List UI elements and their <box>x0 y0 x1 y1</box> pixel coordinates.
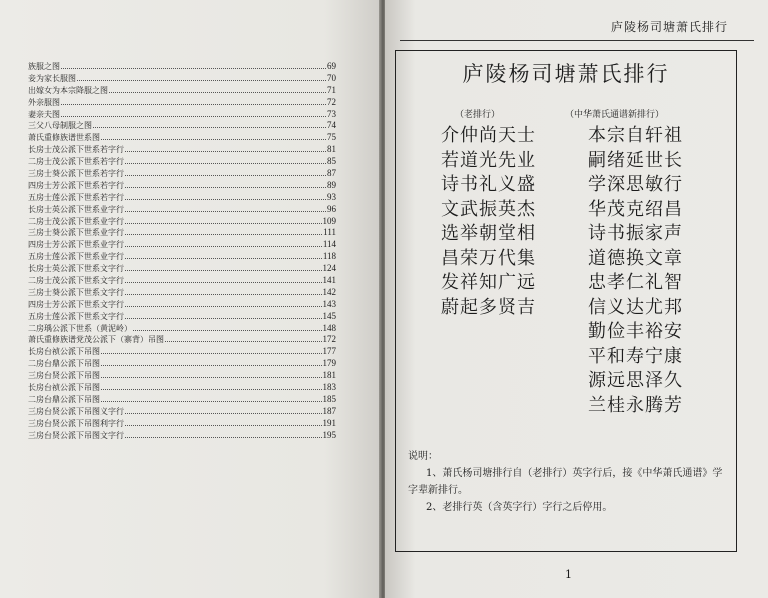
toc-entry <box>28 381 336 393</box>
toc-entry-page: 143 <box>322 298 336 309</box>
toc-entry-page: 179 <box>322 358 336 369</box>
old-generation-line: 蔚起多贤吉 <box>441 296 536 318</box>
old-generation-line: 文武振英杰 <box>441 198 536 220</box>
old-generation-column <box>441 124 536 320</box>
toc-leader-dots <box>125 274 322 283</box>
running-head: 庐陵杨司塘萧氏排行 <box>610 20 728 34</box>
toc-entry-title: 五房士莲公派下世系若字行 <box>28 192 124 202</box>
toc-entry-page: 181 <box>322 370 336 381</box>
toc-entry-title: 四房士芳公派下世系文字行 <box>28 299 124 309</box>
toc-entry <box>28 96 336 108</box>
toc-entry <box>28 274 336 286</box>
new-generation-line: 信义达尤邦 <box>588 296 683 318</box>
toc-entry-page: 114 <box>322 239 336 250</box>
toc-entry <box>28 131 336 143</box>
toc-entry-title: 三房士葵公派下世系业字行 <box>28 228 124 238</box>
toc-leader-dots <box>61 108 326 117</box>
new-generation-line: 本宗自轩祖 <box>588 125 683 146</box>
new-generation-column <box>588 124 683 418</box>
toc-entry <box>28 298 336 310</box>
toc-entry-page: 74 <box>327 120 336 131</box>
toc-leader-dots <box>125 310 322 319</box>
toc-entry <box>28 60 336 72</box>
toc-leader-dots <box>125 405 322 414</box>
toc-entry-title: 二房瑀公派下世系（黄泥岭） <box>28 323 132 333</box>
toc-leader-dots <box>125 226 322 235</box>
toc-leader-dots <box>125 238 322 247</box>
toc-entry-title: 四房士芳公派下世系若字行 <box>28 180 124 190</box>
toc-entry-page: 142 <box>322 286 336 297</box>
new-generation-line: 平和寿宁康 <box>588 345 683 367</box>
toc-entry-title: 妻亲夫图 <box>28 109 60 119</box>
toc-entry-title: 三房台贤公派下吊图利字行 <box>28 418 124 428</box>
toc-leader-dots <box>125 215 322 224</box>
toc-entry <box>28 84 336 96</box>
toc-leader-dots <box>61 60 326 69</box>
toc-entry-title: 出嫁女为本宗降服之图 <box>28 85 108 95</box>
new-generation-line: 诗书振家声 <box>588 223 683 244</box>
toc-leader-dots <box>133 322 322 331</box>
toc-entry-page: 183 <box>322 382 336 393</box>
toc-entry <box>28 333 336 345</box>
toc-entry-page: 69 <box>327 61 336 71</box>
toc-entry-page: 148 <box>322 322 336 333</box>
toc-leader-dots <box>125 203 326 212</box>
old-generation-line: 若道光先业 <box>441 149 536 171</box>
page-title: 庐陵杨司塘萧氏排行 <box>462 62 670 86</box>
toc-leader-dots <box>125 250 322 259</box>
toc-entry-page: 87 <box>327 168 336 179</box>
toc-entry-page: 111 <box>323 227 336 238</box>
toc-leader-dots <box>165 333 322 342</box>
toc-entry <box>28 345 336 357</box>
toc-entry-page: 141 <box>322 275 336 286</box>
toc-entry <box>28 250 336 262</box>
toc-entry-page: 177 <box>322 346 336 357</box>
toc-entry-title: 萧氏重修族谱党茂公派下（寨背）吊图 <box>28 335 164 345</box>
toc-entry-title: 三房台贤公派下吊图 <box>28 371 100 381</box>
toc-entry-title: 三房士葵公派下世系文字行 <box>28 287 124 297</box>
toc-leader-dots <box>125 262 322 271</box>
toc-entry <box>28 429 336 441</box>
header-rule <box>400 40 754 41</box>
toc-leader-dots <box>125 155 326 164</box>
toc-entry <box>28 405 336 417</box>
toc-leader-dots <box>61 96 326 105</box>
toc-entry-page: 145 <box>322 310 336 321</box>
old-generation-line: 介仲尚天士 <box>441 125 536 146</box>
toc-entry <box>28 155 336 167</box>
toc-entry <box>28 393 336 405</box>
toc-entry <box>28 238 336 250</box>
toc-entry <box>28 72 336 84</box>
old-generation-line: 选举朝堂相 <box>441 223 536 244</box>
note-item: 2、老排行英（含英字行）字行之后停用。 <box>426 502 613 513</box>
toc-entry-page: 93 <box>327 191 336 202</box>
toc-leader-dots <box>125 143 326 152</box>
toc-leader-dots <box>125 167 326 176</box>
toc-entry-page: 96 <box>327 203 336 214</box>
toc-entry-title: 二房士茂公派下世系文字行 <box>28 276 124 286</box>
table-of-contents <box>28 60 336 441</box>
toc-leader-dots <box>125 191 326 200</box>
toc-entry-title: 三房士葵公派下世系若字行 <box>28 169 124 179</box>
toc-entry <box>28 203 336 215</box>
toc-leader-dots <box>125 429 322 438</box>
toc-entry <box>28 167 336 179</box>
toc-entry-title: 三房台贤公派下吊图文字行 <box>28 430 124 440</box>
toc-entry-page: 81 <box>327 144 336 155</box>
toc-entry-title: 二房台鼎公派下吊图 <box>28 359 100 369</box>
toc-entry <box>28 191 336 203</box>
toc-entry-page: 72 <box>327 96 336 107</box>
toc-entry-title: 长房士英公派下世系文字行 <box>28 264 124 274</box>
toc-entry <box>28 119 336 131</box>
toc-entry-title: 二房士茂公派下世系若字行 <box>28 157 124 167</box>
note-item: 1、萧氏杨司塘排行自（老排行）英字行后，接《中华萧氏通谱》学字辈新排行。 <box>408 468 723 496</box>
toc-entry-page: 191 <box>322 417 336 428</box>
old-generation-line: 发祥知广远 <box>441 272 536 293</box>
toc-entry <box>28 322 336 334</box>
toc-entry-title: 三父八母制服之图 <box>28 121 92 131</box>
toc-entry-page: 172 <box>322 334 336 345</box>
toc-entry-page: 75 <box>327 132 336 143</box>
toc-entry <box>28 226 336 238</box>
toc-leader-dots <box>101 369 322 378</box>
toc-leader-dots <box>125 179 326 188</box>
toc-entry-title: 四房士芳公派下世系业字行 <box>28 240 124 250</box>
toc-leader-dots <box>101 381 322 390</box>
toc-entry-page: 73 <box>327 108 336 119</box>
new-generation-line: 兰桂永腾芳 <box>588 394 683 416</box>
toc-entry <box>28 262 336 274</box>
old-generation-line: 诗书礼义盛 <box>441 174 536 195</box>
old-generation-line: 昌荣万代集 <box>441 247 536 269</box>
toc-entry <box>28 369 336 381</box>
toc-entry-title: 外亲服图 <box>28 97 60 107</box>
toc-entry <box>28 417 336 429</box>
toc-leader-dots <box>93 119 326 128</box>
toc-entry-page: 89 <box>327 179 336 190</box>
toc-entry-title: 长房台祯公派下吊图 <box>28 347 100 357</box>
toc-entry <box>28 357 336 369</box>
toc-entry-title: 五房士莲公派下世系业字行 <box>28 252 124 262</box>
notes-label: 说明： <box>408 451 438 462</box>
notes <box>408 448 728 516</box>
toc-leader-dots <box>125 298 322 307</box>
toc-leader-dots <box>101 131 326 140</box>
new-generation-line: 勤俭丰裕安 <box>588 321 683 342</box>
toc-entry-title: 二房台鼎公派下吊图 <box>28 394 100 404</box>
old-generation-heading: （老排行） <box>455 110 501 120</box>
new-generation-line: 学深思敏行 <box>588 174 683 195</box>
toc-entry-title: 长房台祯公派下吊图 <box>28 383 100 393</box>
toc-leader-dots <box>101 357 322 366</box>
toc-entry-title: 二房士茂公派下世系业字行 <box>28 216 124 226</box>
toc-entry-page: 185 <box>322 393 336 404</box>
toc-leader-dots <box>77 72 326 81</box>
new-generation-line: 嗣绪延世长 <box>588 149 683 171</box>
toc-entry-title: 三房台贤公派下吊图义字行 <box>28 406 124 416</box>
toc-entry-page: 187 <box>322 405 336 416</box>
toc-entry <box>28 179 336 191</box>
toc-entry-title: 长房士英公派下世系业字行 <box>28 204 124 214</box>
toc-leader-dots <box>101 393 322 402</box>
toc-entry-title: 族服之图 <box>28 62 60 71</box>
toc-entry-title: 萧氏重修族谱世系图 <box>28 133 100 143</box>
toc-leader-dots <box>125 417 322 426</box>
toc-entry <box>28 215 336 227</box>
toc-entry-title: 五房士莲公派下世系文字行 <box>28 311 124 321</box>
toc-entry-page: 195 <box>322 429 336 440</box>
toc-entry <box>28 310 336 322</box>
toc-entry-page: 109 <box>322 215 336 226</box>
page-number: 1 <box>565 568 572 581</box>
new-generation-line: 源远思泽久 <box>588 370 683 391</box>
toc-leader-dots <box>109 84 326 93</box>
toc-leader-dots <box>101 345 322 354</box>
toc-entry <box>28 286 336 298</box>
toc-entry <box>28 143 336 155</box>
toc-entry-title: 长房士茂公派下世系若字行 <box>28 145 124 155</box>
toc-entry-page: 118 <box>322 251 336 262</box>
toc-entry-page: 71 <box>327 84 336 95</box>
toc-entry-title: 妾为家长服图 <box>28 73 76 83</box>
new-generation-line: 忠孝仁礼智 <box>588 272 683 293</box>
toc-entry-page: 70 <box>327 72 336 83</box>
toc-entry-page: 124 <box>322 263 336 274</box>
toc-entry-page: 85 <box>327 156 336 167</box>
new-generation-line: 华茂克绍昌 <box>588 198 683 220</box>
toc-leader-dots <box>125 286 322 295</box>
new-generation-heading: （中华萧氏通谱新排行） <box>565 110 665 120</box>
new-generation-line: 道德换文章 <box>588 247 683 269</box>
toc-entry <box>28 108 336 120</box>
left-page <box>0 0 381 598</box>
